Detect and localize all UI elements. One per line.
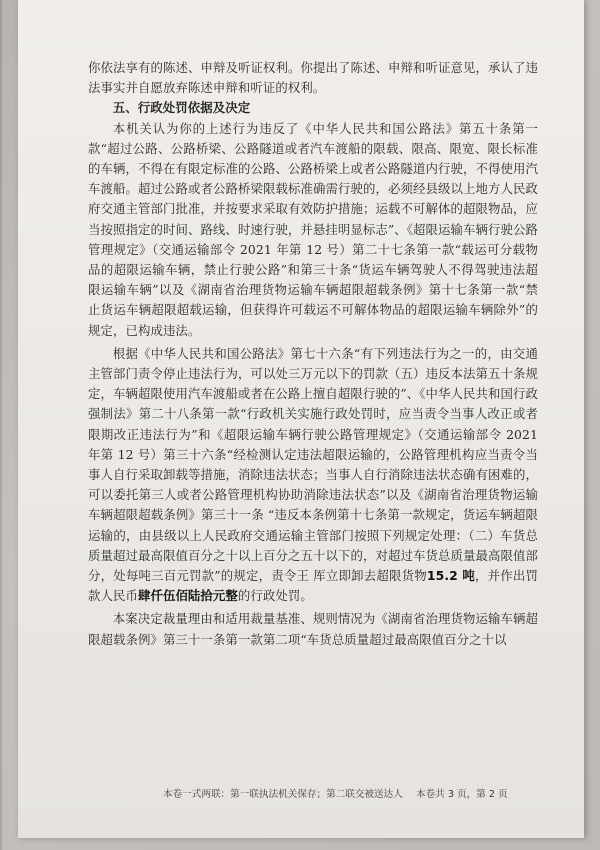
discretion-paragraph: 本案决定裁量理由和适用裁量基准、规则情况为《湖南省治理货物运输车辆超限超载条例》第三十一条第一款第二项“车货总质量超过最高限值百分之十以 bbox=[88, 611, 538, 647]
penalty-text-before: 根据《中华人民共和国公路法》第七十六条“有下列违法行为之一的，由交通主管部门责令停止违法行为，可以处三万元以下的罚款（五）违反本法第五十条规定，车辆超限使用汽车渡船或者在公路上擅自超限行驶的”、《中华人民共和国行政强制法》第二十八条第一款“行政机关实施行政处罚时，应当责令当事人改正或者限期改正违法行为”和《超限运输车辆行驶公路管理规定》（交通运输部令 2021 年第 12 号）第三十六条“经检测认定违法超限运输的，公路管理机构应当责令当事人自行采取卸载等措施，消除违法状态；当事人自行消除违法状态确有困难的，可以委托第三人或者公路管理机构协助消除违法状态”以及《湖南省治理货物运输车辆超限超载条例》第三十一条 “违反本条例第十七条第一款规定，货运车辆超限运输的，由县级以上人民政府交通运输主管部门按照下列规定处理：（二）车货总质量超过最高限值百分之十以上百分之五十以下的，对超过车货总质量最高限值部分，处每吨三百元罚款”的规定，责令王 厍立即卸去超限货物 bbox=[88, 345, 538, 584]
page-number: 本卷共 3 页，第 2 页 bbox=[416, 789, 508, 800]
penalty-text-after: 的行政处罚。 bbox=[237, 588, 313, 604]
document-page bbox=[18, 0, 584, 838]
fine-amount: 肆仟伍佰陆拾元整 bbox=[137, 588, 238, 604]
penalty-paragraph bbox=[88, 344, 538, 607]
violation-paragraph: 本机关认为你的上述行为违反了《中华人民共和国公路法》第五十条第一款“超过公路、公路桥梁、公路隧道或者汽车渡船的限载、限高、限宽、限长标准的车辆，不得在有限定标准的公路、公路桥梁上或者公路隧道内行驶，不得使用汽车渡船。超过公路或者公路桥梁限载标准确需行驶的，必须经县级以上地方人民政府交通主管部门批准，并按要求采取有效防护措施；运载不可解体的超限物品，应当按照指定的时间、路线、时速行驶，并悬挂明显标志”、《超限运输车辆行驶公路管理规定》（交通运输部令 2021 年第 12 号）第二十七条第一款“载运可分载物品的超限运输车辆，禁止行驶公路”和第三十条“货运车辆驾驶人不得驾驶违法超限运输车辆”以及《湖南省治理货物运输车辆超限超载条例》第十七条第一款“禁止货运车辆超限超载运输，但获得许可载运不可解体物品的超限运输车辆除外”的规定，已构成违法。 bbox=[88, 120, 538, 338]
copies-note: 本卷一式两联：第一联执法机关保存；第二联交被送达人 bbox=[163, 789, 403, 800]
unload-tonnage: 15.2 吨 bbox=[426, 568, 476, 584]
penalty-text-middle: ，并作出罚款人民币 bbox=[88, 568, 538, 604]
document-body bbox=[88, 58, 538, 650]
scan-edge-shadow bbox=[0, 0, 2, 850]
section-heading: 五、行政处罚依据及决定 bbox=[112, 100, 251, 116]
continuation-paragraph: 你依法享有的陈述、申辩及听证权利。你提出了陈述、申辩和听证意见，承认了违法事实并自愿放弃陈述申辩和听证的权利。 bbox=[88, 60, 538, 96]
